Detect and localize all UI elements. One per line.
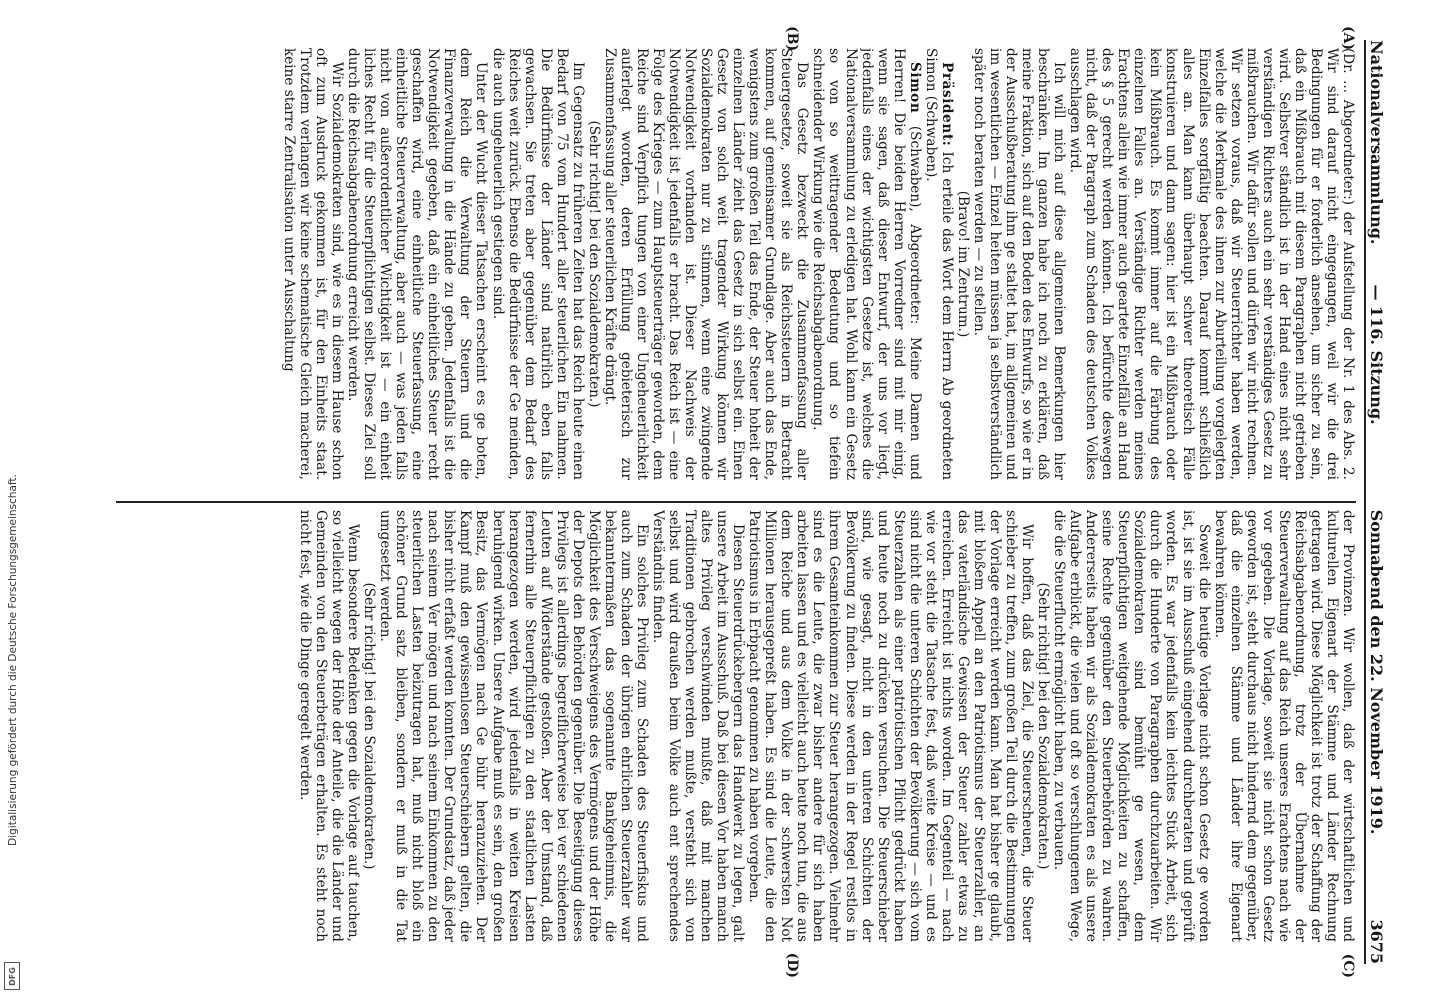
left-column: [116, 48, 1356, 480]
scanned-page: [100, 26, 1400, 978]
page-header: [1364, 40, 1400, 964]
paragraph: Im Gegensatz zu früheren Zeiten hat das Reich heute einen Bedarf von 75 vom Hundert aller steuerlichen Ein nahmen. Die Bedürfnisse der Länder sind natürlich eben falls gewachsen. Sie treten aber gegenüber dem Bedarf des Reiches weit zurück. Ebenso die Bedürfnisse der Ge meinden, die auch ungeheuerlich gestiegen sind.: [489, 48, 586, 480]
paragraph: Ein solches Privileg zum Schaden des Steuerfiskus und auch zum Schaden der übrigen ehrlichen Steuerzahler war bekanntermaßen das sogenannte Bankgeheimnis, die Möglichkeit des Verschweigens des Vermögens und der Höhe der Depots den Behörden gegenüber. Die Beseitigung dieses Privilegs ist allerdings begreiflicherweise bei ver schiedenen Leuten auf Widerstände gestoßen. Aber der Umstand, daß fernerhin alle Steuerpflichtigen zu den staatlichen Lasten herangezogen werden, wird jedenfalls in weiten Kreisen beruhigend wirken. Unsere Aufgabe muß es sein, den großen Besitz, das Vermögen nach Ge bühr heranzuziehen. Der Kampf muß den gewissenlosen Steuerschiebern gelten, die bisher nicht erfaßt werden konnten. Der Grundsatz, daß jeder nach seinem Ver mögen und nach seinem Einkommen zu den steuerlichen Lasten beizutragen hat, muß nicht bloß ein schöner Grund satz bleiben, sondern er muß in die Tat umgesetzt werden.: [377, 510, 650, 942]
marker-d: (D): [784, 952, 800, 978]
speaker-name: Präsident:: [938, 62, 955, 147]
interjection: (Bravo! im Zentrum.): [954, 190, 971, 338]
speaker-paragraph: [810, 48, 922, 480]
interjection: (Sehr richtig! bei den Sozialdemokraten.): [585, 120, 602, 408]
dfg-logo-text: DFG: [7, 966, 17, 986]
interjection: (Sehr richtig! bei den Sozialdemokraten.): [1035, 582, 1052, 870]
speaker-text: (Schwaben), Abgeordneter: Meine Damen und Herren! Die beiden Herren Vorredner sind mit mir einig, wenn sie sagen, daß dieser Entwurf, der uns vor liegt, jedenfalls eines der wichtigsten Gesetze ist, welches die Nationalversammlung zu erledigen hat. Wohl kann ein Gesetz so von so weittragender Bedeutung und so tiefein schneidender Wirkung wie die Reichsabgabenordnung.: [810, 48, 923, 480]
paragraph: der Provinzen. Wir wollen, daß der wirtschaftlichen und kulturellen Eigenart der Stämme und Länder Rechnung getragen wird. Diese Möglichkeit ist trotz der Schaffung der Reichsabgabenordnung, trotz der Übernahme der Steuerverwaltung auf das Reich unseres Erachtens nach wie vor gegeben. Die Vorlage, soweit sie nicht schon Gesetz geworden ist, steht durchaus nicht hindernd dem gegenüber, daß die einzelnen Stämme und Länder ihre Eigenart bewahren können.: [1211, 510, 1356, 942]
right-column: [116, 510, 1356, 942]
header-session: — 116. Sitzung.: [1367, 284, 1387, 425]
dfg-logo: [4, 962, 20, 990]
paragraph: Unter der Wucht dieser Tatsachen erscheint es ge boten, dem Reich die Verwaltung der Steuern und die Finanzverwaltung in die Hände zu geben. Jedenfalls ist die Notwendigkeit gegeben, daß ein einheitliches Steuer recht geschaffen wird, eine einheitliche Steuerfassung, eine einheitliche Steuerverwaltung, aber auch — was jeden falls nicht von außerordentlicher Wichtigkeit ist — ein einheit liches Recht für die Steuerpflichtigen selbst. Dieses Ziel soll durch die Reichsabgabenordnung erreicht werden.: [345, 48, 490, 480]
marker-b: (B): [784, 26, 800, 52]
marker-a: (A): [1340, 26, 1356, 51]
column-divider: [116, 501, 1356, 503]
speaker-text: Ich erteile das Wort dem Herrn Ab geordneten Simon (Schwaben).: [922, 48, 955, 480]
marker-c: (C): [1340, 953, 1356, 978]
header-title: Nationalversammlung.: [1367, 40, 1387, 245]
paragraph: Wenn besondere Bedenken gegen die Vorlage auf tauchen, so vielleicht wegen der Höhe der Anteile, die die Länder und Gemeinden von den Steuerbeträgen erhalten. Es steht noch nicht fest, wie die Dinge geregelt werden.: [296, 510, 362, 942]
speaker-name: Simon: [906, 62, 923, 114]
credit-text: Digitalisierung gefördert durch die Deutsche Forschungsgemeinschaft.: [7, 474, 19, 846]
credit-strip: [0, 0, 26, 1000]
header-date: Sonnabend den 22. November 1919.: [1367, 509, 1387, 835]
paragraph: Ich will mich auf diese allgemeinen Bemerkungen hier beschränken. Im ganzen habe ich noch zu erklären, daß meine Fraktion, sich auf den Boden des Entwurfs, so wie er in der Ausschußberatung ihm ge staltet hat, im allgemeinen und im wesentlichen — Einzel heiten müssen ja selbstverständlich später noch beraten werden — zu stellen.: [970, 48, 1068, 480]
paragraph: Wir hoffen, daß das Ziel, die Steuerscheuen, die Steuer schieber zu treffen, zum großen Teil durch die Bestimmungen der Vorlage erreicht werden kann. Man hat bisher ge glaubt, mit bloßem Appell an den Patriotismus der Steuerzahler, an das vaterländische Gewissen der Steuer zahler etwas zu erreichen. Erreicht ist nichts worden. Im Gegenteil — nach wie vor steht die Tatsache fest, daß weite Kreise — und es sind nicht die unteren Schichten der Bevölkerung — sich vom Steuerzahlen als einer patriotischen Pflicht gedrückt haben und heute noch zu drücken versuchen. Die Steuerschieber sind, wie gesagt, nicht in den unteren Schichten der Bevölkerung zu finden. Diese werden in der Regel restlos in ihrem Gesamteinkommen zur Steuer herangezogen. Vielmehr sind es die Leute, die zwar bisher andere für sich haben arbeiten lassen und es vielleicht auch heute noch tun, die aus dem Reiche und aus dem Volke in der schwersten Not Millionen herausgepreßt haben. Es sind die Leute, die den Patriotismus in Erbpacht genommen zu haben vorgeben.: [746, 510, 1036, 942]
paragraph: Soweit die heutige Vorlage nicht schon Gesetz ge worden ist, ist sie im Ausschuß eingehend durchberaten und geprüft worden. Es war jedenfalls kein leichtes Stück Arbeit, sich durch die Hunderte von Paragraphen durchzuarbeiten. Wir Sozialdemokraten sind bemüht ge wesen, dem Steuerpflichtigen weitgehende Möglichkeiten zu schaffen, seine Rechte gegenüber den Steuerbehörden zu wahren. Andererseits haben wir als Sozialdemokraten es als unsere Aufgabe erblickt, die vielen und oft so verschlungenen Wege, die die Steuerflucht ermöglicht haben, zu verbauen.: [1051, 510, 1212, 942]
speaker-paragraph: [923, 48, 955, 480]
paragraph: Diesen Steuerdrückebergern das Handwerk zu legen, galt unsere Arbeit im Ausschuß. Daß bei diesen Vor haben manch altes Privileg verschwinden mußte, daß mit manchen Traditionen gebrochen werden mußte, versteht sich von selbst und wird draußen beim Volke auch ent sprechendes Verständnis finden.: [649, 510, 747, 942]
paragraph: (Dr. ... Abgeordneter:) der Aufstellung der Nr. 1 des Abs. 2. Wir sind darauf nicht eingegangen, weil wir die drei Bedingungen für er forderlich ansehen, um sicher zu sein, daß ein Mißbrauch mit diesem Paragraphen nicht getrieben wird. Selbstver ständlich ist in der Hand eines nicht sehr verständigen Richters auch ein sehr verständiges Gesetz zu mißbrauchen. Wir dafür sollen und dürfen wir nicht rechnen. Wir setzen voraus, daß wir Steuerrichter haben werden, welche die Merkmale des ihnen zur Aburteilung vorgelegten Einzelfalles sorgfältig beachten. Darauf kommt schließlich alles an. Man kann überhaupt schwer theoretisch Fälle konstruieren und dann sagen: hier ist ein Mißbrauch oder kein Mißbrauch. Es kommt immer auf die Färbung des einzelnen Falles an. Verständige Richter werden meines Erachtens allein wie immer auch geartete Einzelfälle an Hand des § 5 gerecht werden können. Ich befürchte deswegen nicht, daß der Paragraph zum Schaden des deutschen Volkes ausschlagen wird.: [1067, 48, 1356, 480]
header-left: [1367, 40, 1387, 425]
interjection: (Sehr richtig! bei den Sozialdemokraten.): [361, 582, 378, 870]
page-wrap: [90, 22, 1410, 982]
header-page-number: 3675: [1367, 919, 1387, 964]
paragraph: Wir Sozialdemokraten sind, wie es in diesem Hause schon oft zum Ausdruck gekommen ist, für den Einheits staat. Trotzdem verlangen wir keine schematische Gleich macherei, keine starre Zentralisation unter Ausschaltung: [280, 48, 346, 480]
paragraph: Das Gesetz bezweckt die Zusammenfassung aller Steuergesetze, soweit sie als Reichssteuern in Betracht kommen, auf gemeinsamer Grundlage. Aber auch das Ende, wenigstens zum großen Teil das Ende, der Steuer hoheit der einzelnen Länder zieht das Gesetz in sich selbst ein. Einen Gesetz von solch weit tragender Wirkung können wir Sozialdemokraten nur zu stimmen, wenn eine zwingende Notwendigkeit vorhanden ist. Dieser Nachweis der Notwendigkeit ist jedenfalls er bracht. Das Reich ist — eine Folge des Krieges — zum Hauptsteuerträger geworden, dem Reiche sind Verpflich tungen von einer Ungeheuerlichkeit auferlegt worden, deren Erfüllung gebieterisch zur Zusammenfassung aller steuerlichen Kräfte drängt.: [601, 48, 811, 480]
